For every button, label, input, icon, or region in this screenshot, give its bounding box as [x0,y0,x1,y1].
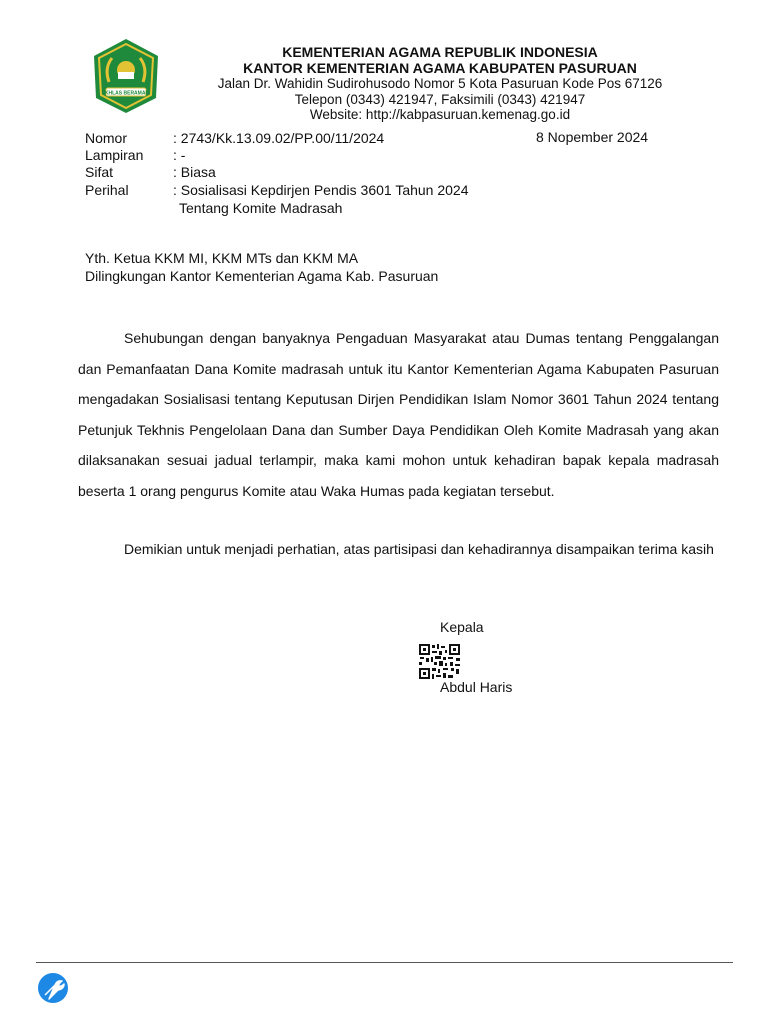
ministry-logo-icon [92,38,160,114]
body-paragraph-2: Demikian untuk menjadi perhatian, atas partisipasi dan kehadirannya disampaikan terima kasih [124,541,714,557]
office-address: Jalan Dr. Wahidin Sudirohusodo Nomor 5 Kota Pasuruan Kode Pos 67126 [217,76,663,91]
logo-motto: IKHLAS BERAMAL [103,90,149,97]
perihal-label: Perihal [85,182,129,198]
perihal-value-continued: Tentang Komite Madrasah [179,200,343,216]
office-website: Website: http://kabpasuruan.kemenag.go.id [309,107,571,122]
nomor-label: Nomor [85,130,128,146]
lampiran-label: Lampiran [85,147,144,163]
letterhead [170,45,710,123]
lampiran-value: : - [173,147,186,163]
office-name: KANTOR KEMENTERIAN AGAMA KABUPATEN PASURUAN [243,59,637,76]
sifat-value: : Biasa [173,164,216,180]
qr-code-icon [418,643,461,680]
footer-divider [36,962,733,963]
body-paragraph-1: Sehubungan dengan banyaknya Pengaduan Masyarakat atau Dumas tentang Penggalangan dan Pemanfaatan Dana Komite madrasah untuk itu Kantor Kementerian Agama Kabupaten Pasuruan mengadakan Sosialisasi tentang Keputusan Dirjen Pendidikan Islam Nomor 3601 Tahun 2024 tentang Petunjuk Tekhnis Pengelolaan Dana dan Sumber Daya Pendidikan Oleh Komite Madrasah yang akan dilaksanakan sesuai jadual terlampir, maka kami mohon untuk kehadiran bapak kepala madrasah beserta 1 orang pengurus Komite atau Waka Humas pada kegiatan tersebut. [78,330,719,499]
ministry-name: KEMENTERIAN AGAMA REPUBLIK INDONESIA [282,44,598,60]
signature-title: Kepala [440,619,484,635]
signatory-name: Abdul Haris [440,679,513,695]
nomor-value: : 2743/Kk.13.09.02/PP.00/11/2024 [173,130,385,146]
addressee-line-2: Dilingkungan Kantor Kementerian Agama Kab. Pasuruan [85,268,439,284]
office-phone: Telepon (0343) 421947, Faksimili (0343) 421947 [294,91,586,107]
letter-date: 8 Nopember 2024 [536,129,649,145]
scribd-icon[interactable] [37,972,69,1004]
addressee-line-1: Yth. Ketua KKM MI, KKM MTs dan KKM MA [85,250,359,266]
perihal-value: : Sosialisasi Kepdirjen Pendis 3601 Tahun 2024 [173,182,469,198]
sifat-label: Sifat [85,164,114,180]
